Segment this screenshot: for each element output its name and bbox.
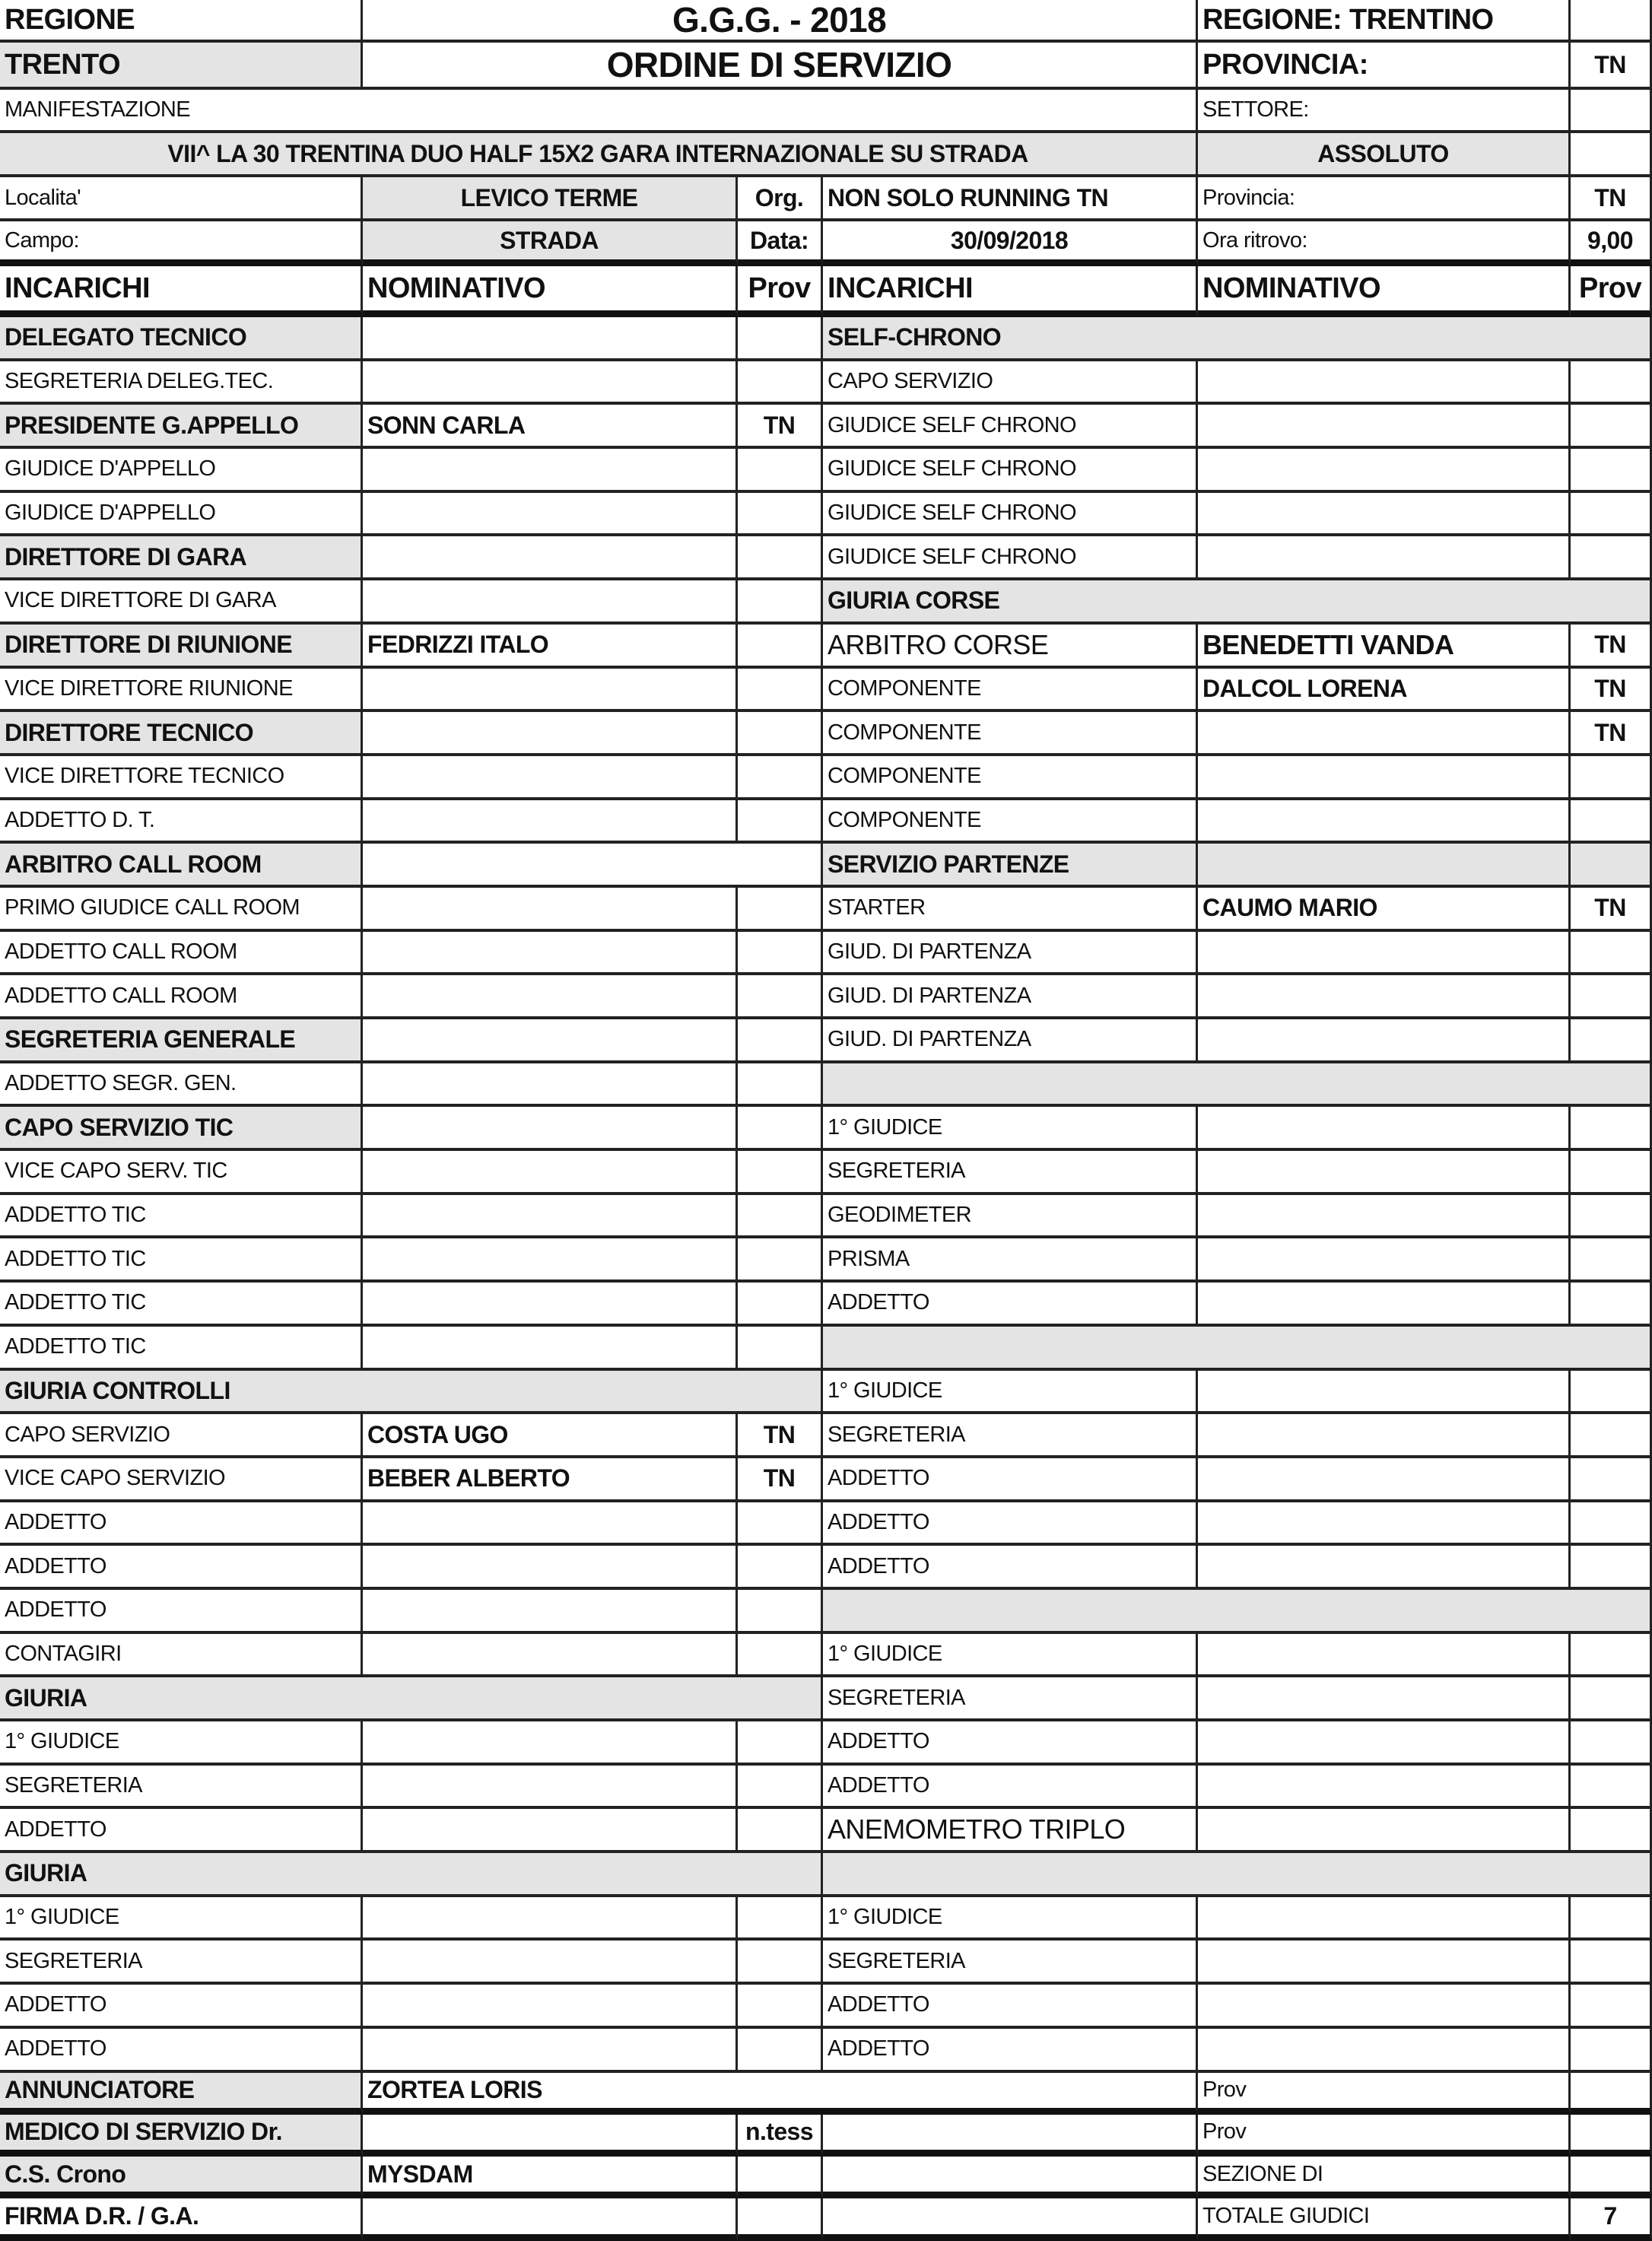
role-label: PRESIDENTE G.APPELLO [0, 405, 363, 449]
name-cell [1198, 1634, 1571, 1678]
name-cell [1198, 756, 1571, 800]
role-label: SEGRETERIA [0, 1941, 363, 1985]
prov-cell [738, 888, 823, 932]
name-cell [363, 1809, 738, 1853]
prov-cell [738, 1151, 823, 1195]
name-cell [363, 800, 738, 844]
section-header: GIURIA CONTROLLI [0, 1371, 823, 1415]
header-cell: VII^ LA 30 TRENTINA DUO HALF 15X2 GARA INTERNAZIONALE SU STRADA [0, 133, 1198, 177]
prov-cell [738, 1809, 823, 1853]
role-label: ARBITRO CORSE [823, 625, 1198, 669]
role-label: ADDETTO [823, 1985, 1198, 2029]
prov-cell [1571, 1283, 1652, 1327]
role-label: SEGRETERIA [823, 1677, 1198, 1721]
header-cell [1571, 90, 1652, 133]
role-label: ADDETTO SEGR. GEN. [0, 1063, 363, 1108]
name-cell [1198, 1195, 1571, 1239]
role-label: GIUDICE SELF CHRONO [823, 493, 1198, 537]
name-cell [1198, 1458, 1571, 1502]
prov-cell [738, 1502, 823, 1546]
name-cell [1198, 712, 1571, 756]
prov-cell [1571, 1414, 1652, 1458]
role-label: 1° GIUDICE [823, 1897, 1198, 1941]
name-cell [1198, 975, 1571, 1019]
header-cell: INCARICHI [823, 266, 1198, 317]
header-cell: Localita' [0, 177, 363, 221]
prov-cell [738, 1107, 823, 1151]
prov-cell [1571, 361, 1652, 405]
name-cell [363, 1019, 738, 1063]
role-label: GIUDICE SELF CHRONO [823, 405, 1198, 449]
role-label: VICE DIRETTORE DI GARA [0, 580, 363, 625]
prov-cell [1571, 1897, 1652, 1941]
name-cell [1198, 1238, 1571, 1283]
name-cell [1198, 1151, 1571, 1195]
name-cell [363, 1283, 738, 1327]
header-cell: Data: [738, 221, 823, 266]
prov-cell [1571, 1195, 1652, 1239]
header-cell: STRADA [363, 221, 738, 266]
header-cell: TRENTO [0, 43, 363, 90]
prov-cell [738, 1546, 823, 1590]
name-cell [363, 1766, 738, 1810]
name-cell [363, 536, 738, 580]
prov-cell [738, 1634, 823, 1678]
header-cell: NON SOLO RUNNING TN [823, 177, 1198, 221]
name-cell [1198, 1283, 1571, 1327]
prov-cell [1571, 1019, 1652, 1063]
name-cell [1198, 1897, 1571, 1941]
header-cell: 30/09/2018 [823, 221, 1198, 266]
name-cell: BENEDETTI VANDA [1198, 625, 1571, 669]
section-header: GIURIA [0, 1853, 823, 1897]
role-label: ADDETTO TIC [0, 1238, 363, 1283]
prov-cell [1571, 1677, 1652, 1721]
role-label: GEODIMETER [823, 1195, 1198, 1239]
role-label: 1° GIUDICE [823, 1634, 1198, 1678]
role-label: ADDETTO TIC [0, 1195, 363, 1239]
role-label: GIUD. DI PARTENZA [823, 932, 1198, 976]
prov-cell [738, 1941, 823, 1985]
header-cell: 9,00 [1571, 221, 1652, 266]
footer-cell: C.S. Crono [0, 2157, 363, 2198]
role-label: CONTAGIRI [0, 1634, 363, 1678]
role-label: GIUDICE D'APPELLO [0, 493, 363, 537]
footer-cell: MYSDAM [363, 2157, 738, 2198]
prov-cell [738, 493, 823, 537]
section-header: SERVIZIO PARTENZE [823, 844, 1198, 888]
blank-section-row [823, 1327, 1652, 1371]
role-label: DELEGATO TECNICO [0, 317, 363, 361]
name-cell [1198, 1766, 1571, 1810]
name-cell [363, 669, 738, 713]
footer-cell [738, 2198, 823, 2240]
prov-cell [738, 932, 823, 976]
role-label: GIUD. DI PARTENZA [823, 975, 1198, 1019]
name-cell [1198, 1107, 1571, 1151]
prov-cell [738, 1766, 823, 1810]
name-cell [1198, 449, 1571, 493]
role-label: SEGRETERIA [0, 1766, 363, 1810]
name-cell [1198, 1985, 1571, 2029]
prov-cell [738, 1195, 823, 1239]
footer-cell [1571, 2157, 1652, 2198]
prov-cell [1571, 493, 1652, 537]
name-cell [1198, 1371, 1571, 1415]
name-cell [1198, 1019, 1571, 1063]
footer-cell: n.tess [738, 2115, 823, 2157]
footer-cell: FIRMA D.R. / G.A. [0, 2198, 363, 2240]
role-label: GIUDICE SELF CHRONO [823, 536, 1198, 580]
name-cell: CAUMO MARIO [1198, 888, 1571, 932]
name-cell [1198, 1677, 1571, 1721]
header-cell: SETTORE: [1198, 90, 1571, 133]
role-label: 1° GIUDICE [823, 1107, 1198, 1151]
prov-cell: TN [1571, 888, 1652, 932]
prov-cell [738, 1590, 823, 1634]
header-cell [1571, 0, 1652, 43]
name-cell [363, 932, 738, 976]
footer-cell [363, 2115, 738, 2157]
role-label: 1° GIUDICE [0, 1897, 363, 1941]
role-label: PRISMA [823, 1238, 1198, 1283]
name-cell [1198, 800, 1571, 844]
name-cell [1198, 405, 1571, 449]
name-cell [363, 888, 738, 932]
name-cell [363, 1502, 738, 1546]
header-cell: REGIONE: TRENTINO [1198, 0, 1571, 43]
role-label: ADDETTO [823, 2029, 1198, 2073]
prov-cell [738, 1019, 823, 1063]
role-label: ADDETTO [0, 1809, 363, 1853]
role-label: COMPONENTE [823, 756, 1198, 800]
role-label: DIRETTORE TECNICO [0, 712, 363, 756]
prov-cell [1571, 1546, 1652, 1590]
prov-cell [738, 625, 823, 669]
name-cell [363, 2029, 738, 2073]
prov-cell [1571, 1238, 1652, 1283]
prov-cell [1571, 1371, 1652, 1415]
header-cell: TN [1571, 43, 1652, 90]
footer-cell [363, 2198, 738, 2240]
name-cell [1198, 844, 1571, 888]
prov-cell: TN [1571, 669, 1652, 713]
role-label: ADDETTO [0, 1502, 363, 1546]
role-label: ADDETTO [0, 1985, 363, 2029]
role-label: 1° GIUDICE [823, 1371, 1198, 1415]
name-cell [363, 1546, 738, 1590]
footer-cell: SEZIONE DI [1198, 2157, 1571, 2198]
footer-cell: TOTALE GIUDICI [1198, 2198, 1571, 2240]
role-label: ADDETTO [823, 1766, 1198, 1810]
header-cell: Campo: [0, 221, 363, 266]
role-label: ANEMOMETRO TRIPLO [823, 1809, 1198, 1853]
section-header: SELF-CHRONO [823, 317, 1652, 361]
prov-cell [738, 669, 823, 713]
role-label: CAPO SERVIZIO [823, 361, 1198, 405]
name-cell [363, 1327, 738, 1371]
name-cell [363, 1195, 738, 1239]
prov-cell [738, 975, 823, 1019]
header-cell: NOMINATIVO [363, 266, 738, 317]
prov-cell [738, 580, 823, 625]
header-cell: Org. [738, 177, 823, 221]
header-cell: LEVICO TERME [363, 177, 738, 221]
name-cell [1198, 1414, 1571, 1458]
prov-cell [738, 449, 823, 493]
footer-cell [1571, 2115, 1652, 2157]
header-cell: INCARICHI [0, 266, 363, 317]
prov-cell [1571, 800, 1652, 844]
role-label: COMPONENTE [823, 712, 1198, 756]
prov-cell: TN [738, 1458, 823, 1502]
name-cell [363, 975, 738, 1019]
role-label: DIRETTORE DI RIUNIONE [0, 625, 363, 669]
header-cell: ASSOLUTO [1198, 133, 1571, 177]
footer-cell: MEDICO DI SERVIZIO Dr. [0, 2115, 363, 2157]
blank-section-row [823, 1063, 1652, 1108]
prov-cell [738, 800, 823, 844]
name-cell [1198, 536, 1571, 580]
footer-cell [738, 2157, 823, 2198]
role-label: CAPO SERVIZIO TIC [0, 1107, 363, 1151]
blank-section-row [823, 1590, 1652, 1634]
prov-cell [738, 1238, 823, 1283]
role-label: VICE CAPO SERV. TIC [0, 1151, 363, 1195]
prov-cell: TN [1571, 625, 1652, 669]
prov-cell [1571, 1458, 1652, 1502]
prov-cell [738, 712, 823, 756]
prov-cell [1571, 975, 1652, 1019]
name-cell [1198, 1809, 1571, 1853]
role-label: ADDETTO TIC [0, 1283, 363, 1327]
role-label: SEGRETERIA GENERALE [0, 1019, 363, 1063]
section-header: GIURIA CORSE [823, 580, 1652, 625]
name-cell [1198, 493, 1571, 537]
header-cell: ORDINE DI SERVIZIO [363, 43, 1198, 90]
role-label: DIRETTORE DI GARA [0, 536, 363, 580]
prov-cell [738, 361, 823, 405]
prov-cell [738, 1721, 823, 1766]
prov-cell [1571, 536, 1652, 580]
name-cell [363, 1151, 738, 1195]
prov-cell [1571, 756, 1652, 800]
footer-cell: Prov [1198, 2073, 1571, 2115]
prov-cell: TN [1571, 712, 1652, 756]
role-label: STARTER [823, 888, 1198, 932]
name-cell [1198, 1546, 1571, 1590]
header-cell: TN [1571, 177, 1652, 221]
prov-cell [738, 1327, 823, 1371]
role-label: PRIMO GIUDICE CALL ROOM [0, 888, 363, 932]
name-cell [363, 844, 823, 888]
header-cell: PROVINCIA: [1198, 43, 1571, 90]
footer-cell [823, 2115, 1198, 2157]
role-label: SEGRETERIA [823, 1414, 1198, 1458]
name-cell: SONN CARLA [363, 405, 738, 449]
prov-cell [738, 1897, 823, 1941]
role-label: VICE DIRETTORE TECNICO [0, 756, 363, 800]
name-cell [363, 1063, 738, 1108]
name-cell: DALCOL LORENA [1198, 669, 1571, 713]
prov-cell [1571, 1151, 1652, 1195]
name-cell [1198, 1721, 1571, 1766]
prov-cell [1571, 1941, 1652, 1985]
footer-cell: 7 [1571, 2198, 1652, 2240]
name-cell: FEDRIZZI ITALO [363, 625, 738, 669]
prov-cell [738, 1063, 823, 1108]
footer-cell: ANNUNCIATORE [0, 2073, 363, 2115]
prov-cell [1571, 2029, 1652, 2073]
prov-cell [1571, 1985, 1652, 2029]
prov-cell [1571, 1107, 1652, 1151]
name-cell [363, 580, 738, 625]
prov-cell [1571, 844, 1652, 888]
header-cell: Prov [1571, 266, 1652, 317]
name-cell [363, 1590, 738, 1634]
prov-cell [1571, 1809, 1652, 1853]
footer-cell [823, 2157, 1198, 2198]
name-cell [363, 1107, 738, 1151]
footer-cell [1571, 2073, 1652, 2115]
prov-cell [738, 1283, 823, 1327]
name-cell: BEBER ALBERTO [363, 1458, 738, 1502]
footer-cell [823, 2198, 1198, 2240]
role-label: ADDETTO D. T. [0, 800, 363, 844]
name-cell [363, 1238, 738, 1283]
role-label: ADDETTO [0, 1546, 363, 1590]
role-label: ADDETTO [823, 1721, 1198, 1766]
name-cell [363, 1985, 738, 2029]
blank-section-row [823, 1853, 1652, 1897]
prov-cell [738, 2029, 823, 2073]
role-label: GIUDICE D'APPELLO [0, 449, 363, 493]
name-cell [363, 493, 738, 537]
prov-cell [1571, 405, 1652, 449]
name-cell [363, 317, 738, 361]
name-cell [1198, 361, 1571, 405]
role-label: ADDETTO [823, 1283, 1198, 1327]
name-cell [363, 1941, 738, 1985]
name-cell [363, 1897, 738, 1941]
name-cell [363, 756, 738, 800]
role-label: GIUD. DI PARTENZA [823, 1019, 1198, 1063]
role-label: VICE DIRETTORE RIUNIONE [0, 669, 363, 713]
prov-cell [1571, 1502, 1652, 1546]
role-label: COMPONENTE [823, 669, 1198, 713]
role-label: ADDETTO [823, 1502, 1198, 1546]
role-label: COMPONENTE [823, 800, 1198, 844]
header-cell: REGIONE [0, 0, 363, 43]
role-label: SEGRETERIA DELEG.TEC. [0, 361, 363, 405]
role-label: ARBITRO CALL ROOM [0, 844, 363, 888]
prov-cell [738, 1985, 823, 2029]
prov-cell [1571, 1634, 1652, 1678]
name-cell [1198, 1941, 1571, 1985]
prov-cell [738, 317, 823, 361]
role-label: ADDETTO [823, 1546, 1198, 1590]
role-label: ADDETTO CALL ROOM [0, 932, 363, 976]
name-cell [1198, 2029, 1571, 2073]
header-cell: MANIFESTAZIONE [0, 90, 1198, 133]
prov-cell [1571, 1766, 1652, 1810]
role-label: ADDETTO TIC [0, 1327, 363, 1371]
section-header: GIURIA [0, 1677, 823, 1721]
role-label: ADDETTO [823, 1458, 1198, 1502]
name-cell [363, 1721, 738, 1766]
role-label: VICE CAPO SERVIZIO [0, 1458, 363, 1502]
header-cell: Ora ritrovo: [1198, 221, 1571, 266]
name-cell [363, 712, 738, 756]
header-cell: G.G.G. - 2018 [363, 0, 1198, 43]
name-cell [363, 449, 738, 493]
prov-cell [738, 536, 823, 580]
role-label: ADDETTO CALL ROOM [0, 975, 363, 1019]
header-cell: Provincia: [1198, 177, 1571, 221]
role-label: ADDETTO [0, 2029, 363, 2073]
prov-cell [1571, 449, 1652, 493]
role-label: GIUDICE SELF CHRONO [823, 449, 1198, 493]
header-cell: NOMINATIVO [1198, 266, 1571, 317]
prov-cell [738, 756, 823, 800]
prov-cell: TN [738, 1414, 823, 1458]
name-cell [1198, 1502, 1571, 1546]
name-cell [1198, 932, 1571, 976]
header-cell [1571, 133, 1652, 177]
name-cell [363, 361, 738, 405]
prov-cell [1571, 932, 1652, 976]
footer-cell: Prov [1198, 2115, 1571, 2157]
role-label: ADDETTO [0, 1590, 363, 1634]
role-label: SEGRETERIA [823, 1941, 1198, 1985]
name-cell: COSTA UGO [363, 1414, 738, 1458]
role-label: 1° GIUDICE [0, 1721, 363, 1766]
role-label: CAPO SERVIZIO [0, 1414, 363, 1458]
header-cell: Prov [738, 266, 823, 317]
role-label: SEGRETERIA [823, 1151, 1198, 1195]
name-cell [363, 1634, 738, 1678]
prov-cell: TN [738, 405, 823, 449]
footer-cell: ZORTEA LORIS [363, 2073, 1198, 2115]
prov-cell [1571, 1721, 1652, 1766]
